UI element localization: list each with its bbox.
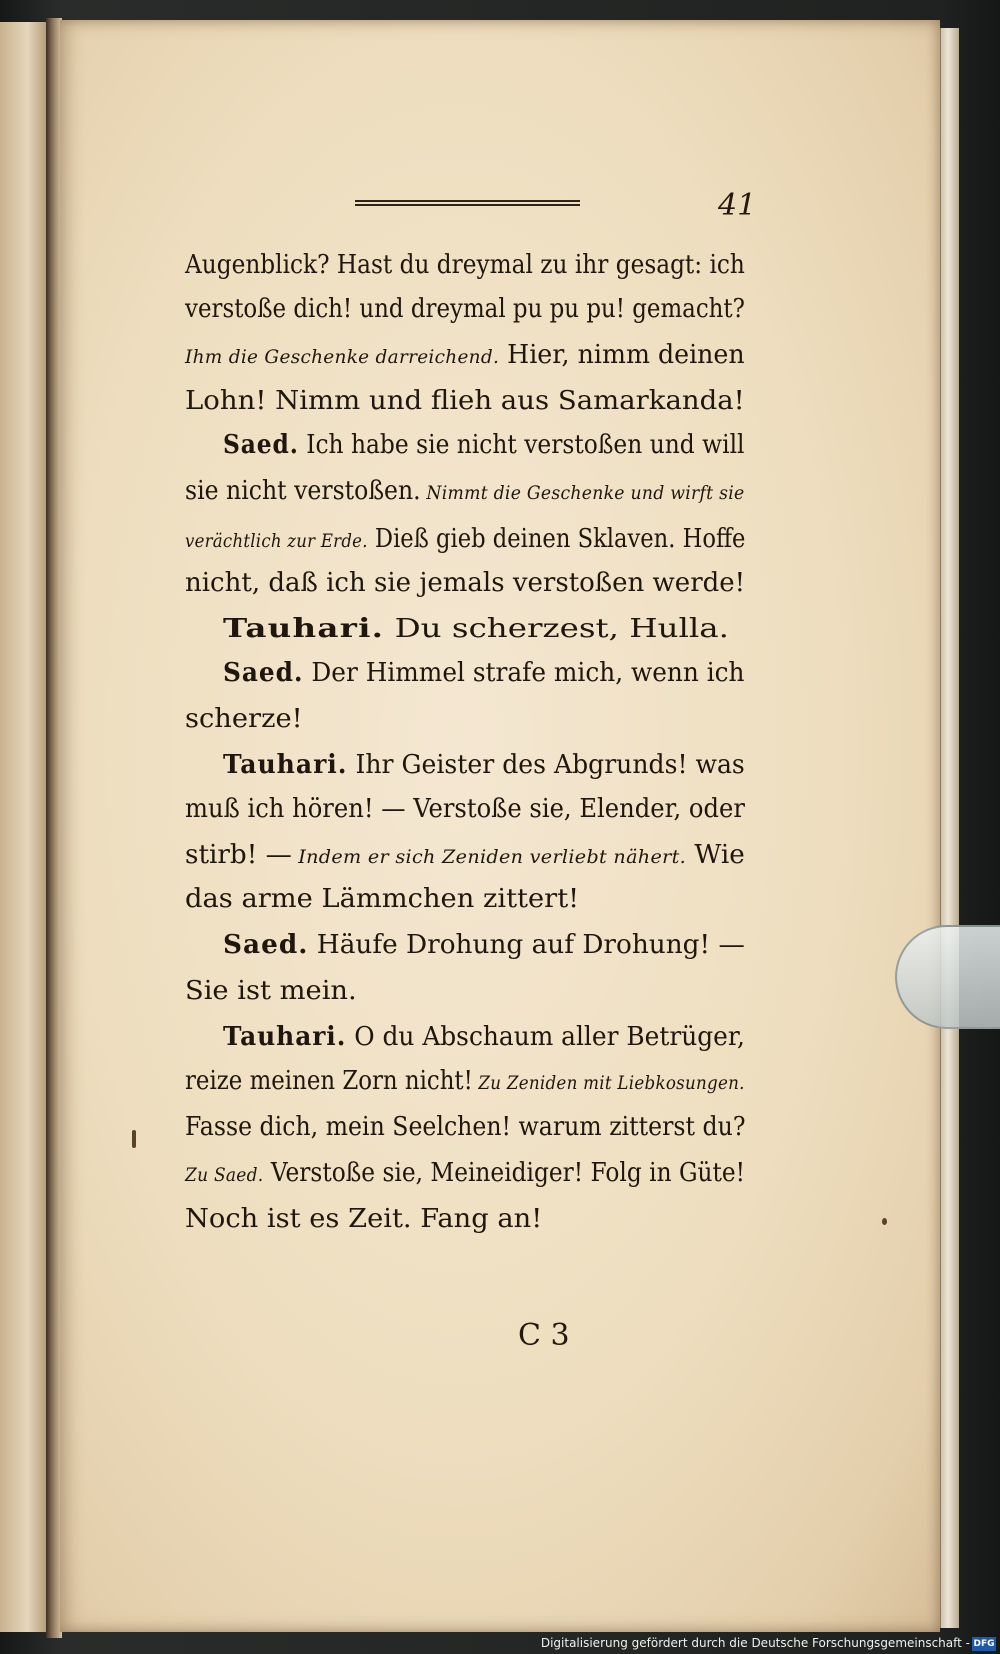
header-rule [355,200,580,210]
signature-mark: C 3 [518,1318,570,1353]
text-line [185,796,745,822]
line-text: Ihr Geister des Abgrunds! was [347,750,745,780]
line-text: Fasse dich, mein Seelchen! warum zitterst du? [185,1112,746,1142]
line-text: Wie [685,840,745,870]
speaker-name: Tauhari. [223,614,385,644]
stage-direction: Ihm die Geschenke darreichend. [185,346,500,368]
stage-direction: verächtlich zur Erde. [185,530,368,552]
line-text: nicht, daß ich sie jemals verstoßen werde! [185,568,746,598]
line-text: Dieß gieb deinen Sklaven. [367,524,676,554]
line-text: das arme Lämmchen zittert! [185,884,580,914]
text-line [185,342,745,368]
text-line [185,706,303,732]
text-line [223,432,745,458]
text-line [223,616,729,642]
stage-direction: Zu Saed. [185,1164,264,1186]
text-line [185,1114,746,1140]
text-line [185,842,745,868]
line-text: sie nicht verstoßen. [185,476,421,506]
speaker-name: Tauhari. [223,1022,347,1052]
ink-speck [132,1130,136,1148]
line-text: Hoffe [675,524,746,554]
ink-speck [882,1218,887,1225]
text-line [185,570,745,596]
text-line [185,252,745,278]
stage-direction: Zu Zeniden mit Liebkosungen. [472,1072,745,1094]
line-text: Sie ist mein. [185,976,357,1006]
line-text: Verstoße sie, Meineidiger! Folg in Güte! [263,1158,746,1188]
line-text: O du Abschaum aller Betrüger, [346,1022,745,1052]
text-line [185,388,745,414]
line-text: Häufe Drohung auf Drohung! — [308,930,745,960]
stage-direction: Nimmt die Geschenke und wirft sie [420,482,745,504]
text-line [223,1024,745,1050]
line-text: muß ich hören! — Verstoße sie, Elender, oder [185,794,745,824]
text-line [223,932,745,958]
text-line [185,1206,542,1232]
stage-direction: Indem er sich Zeniden verliebt nähert. [291,846,686,868]
speaker-name: Saed. [223,658,304,688]
facing-page-edge [0,22,48,1632]
text-line [185,1160,745,1186]
speaker-name: Saed. [223,430,299,460]
line-text: Hier, nimm deinen [499,340,745,370]
text-line [185,1068,745,1094]
speaker-name: Tauhari. [223,750,348,780]
line-text: Der Himmel strafe mich, wenn ich [303,658,745,688]
dfg-logo: DFG [973,1639,995,1649]
line-text: stirb! — [185,840,292,870]
text-line [185,978,357,1004]
line-text: reize meinen Zorn nicht! [185,1066,473,1096]
line-text: Ich habe sie nicht verstoßen und will [298,430,745,460]
line-text: Du scherzest, Hulla. [384,614,730,644]
text-line [185,296,745,322]
speaker-name: Saed. [223,930,309,960]
page-stack-edge [940,28,959,1628]
page-clip [895,925,1000,1029]
text-line [185,478,744,504]
text-line [223,752,745,778]
line-text: Noch ist es Zeit. Fang an! [185,1204,543,1234]
line-text: Lohn! Nimm und flieh aus Samarkanda! [185,386,745,416]
line-text: scherze! [185,704,303,734]
digitization-credit: Digitalisierung gefördert durch die Deutsche Forschungsgemeinschaft - [540,1636,970,1650]
text-line [223,660,745,686]
line-text: verstoße dich! und dreymal pu pu pu! gemacht? [185,294,745,324]
text-line [185,526,745,552]
page-number: 41 [718,188,757,223]
line-text: Augenblick? Hast du dreymal zu ihr gesagt: ich [185,250,745,280]
text-line [185,886,579,912]
